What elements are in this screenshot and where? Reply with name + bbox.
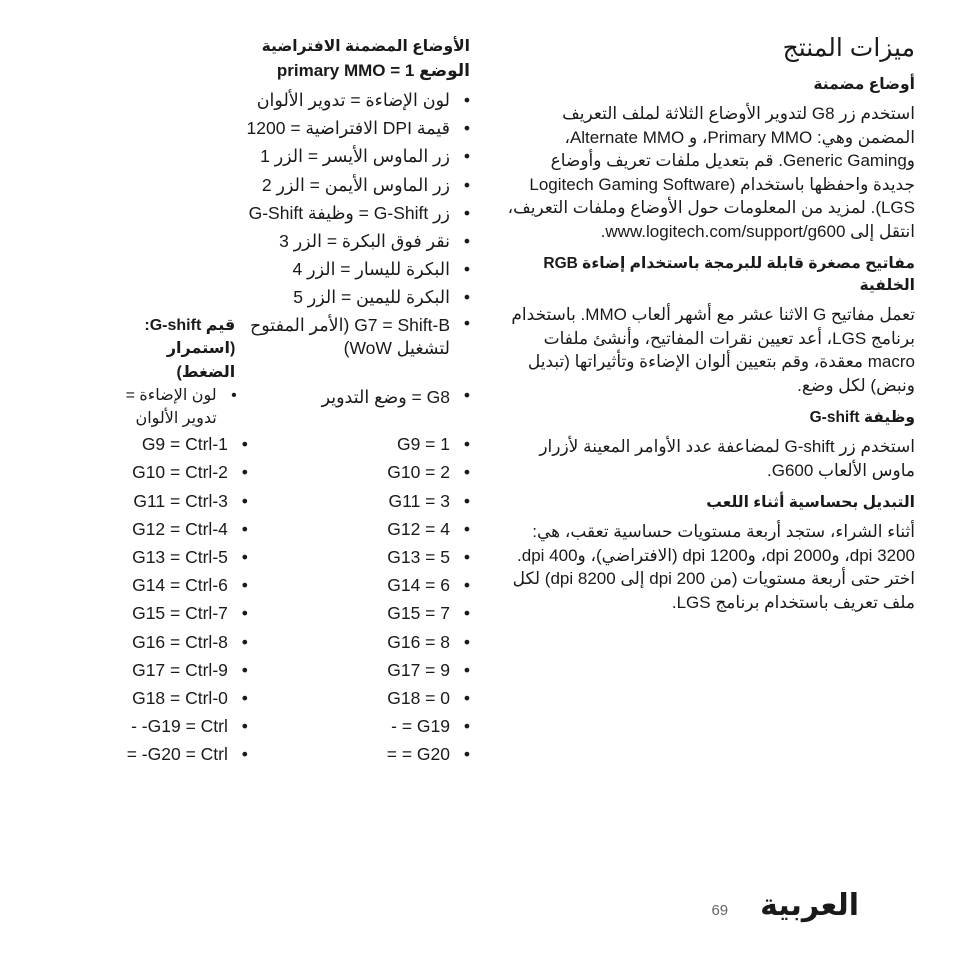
shift-mapping: • G10 = Ctrl-2	[110, 458, 248, 486]
list-item: • نقر فوق البكرة = الزر 3	[110, 227, 470, 255]
section-heading-modes: أوضاع مضمنة	[813, 76, 915, 93]
section-heading-dpi: التبديل بحساسية أثناء اللعب	[706, 494, 915, 511]
table-row	[110, 740, 470, 768]
main-mapping: • G12 = 4	[248, 515, 470, 543]
section-heading-keys: مفاتيح مصغرة قابلة للبرمجة باستخدام إضاءة RGB الخلفية	[543, 255, 915, 294]
table-row	[110, 684, 470, 712]
main-mapping: • G17 = 9	[248, 656, 470, 684]
shift-mapping: • G16 = Ctrl-8	[110, 628, 248, 656]
defaults-list	[110, 86, 470, 312]
list-item: • لون الإضاءة = تدوير الألوان	[110, 86, 470, 114]
main-mapping: • G13 = 5	[248, 543, 470, 571]
section-heading-gshift: وظيفة G-shift	[809, 409, 915, 426]
main-mapping: • G16 = 8	[248, 628, 470, 656]
main-mapping: • G19 = -	[248, 712, 470, 740]
list-item: • زر الماوس الأيمن = الزر 2	[110, 171, 470, 199]
list-item: • زر G-Shift = وظيفة G-Shift	[110, 199, 470, 227]
main-mapping: • G14 = 6	[248, 571, 470, 599]
page-number: 69	[711, 902, 729, 919]
main-mapping: • G9 = 1	[248, 430, 470, 458]
shift-mapping: • G20 = Ctrl- =	[110, 740, 248, 768]
shift-mapping: • G12 = Ctrl-4	[110, 515, 248, 543]
defaults-title: الأوضاع المضمنة الافتراضية	[261, 38, 470, 55]
gshift-values-heading: قيم G-shift: (استمرار الضغط)	[144, 316, 236, 381]
section-body-modes: استخدم زر G8 لتدوير الأوضاع الثلاثة لملف التعريف المضمن وهي: Primary MMO، و Alternate MMO، وGeneric Gaming. قم بتعديل ملفات تعريف وأوضاع جديدة واحفظها باستخدام (Logitech Gaming Software (LGS. لمزيد من المعلومات حول الأوضاع وملفات التعريف، انتقل إلى www.logitech.com/support/g600.	[507, 104, 915, 241]
shift-mapping: • G14 = Ctrl-6	[110, 571, 248, 599]
section-body-keys: تعمل مفاتيح G الاثنا عشر مع أشهر ألعاب MMO. باستخدام برنامج LGS، أعد تعيين نقرات المفاتيح، وأنشئ ملفات macro معقدة، وقم بتعيين ألوان الإضاءة وتأثيراتها (تبديل ونبض) لكل وضع.	[511, 305, 915, 395]
gshift-lighting-color: • لون الإضاءة = تدوير الألوان	[110, 384, 237, 430]
table-row	[110, 458, 470, 486]
list-item: • زر الماوس الأيسر = الزر 1	[110, 142, 470, 170]
main-mapping: • G15 = 7	[248, 599, 470, 627]
shift-mapping: • G17 = Ctrl-9	[110, 656, 248, 684]
table-row	[110, 571, 470, 599]
shift-mapping: • G11 = Ctrl-3	[110, 487, 248, 515]
shift-mapping: • G15 = Ctrl-7	[110, 599, 248, 627]
defaults-column	[110, 36, 470, 769]
main-mapping: • G11 = 3	[248, 487, 470, 515]
main-mapping: • G20 = =	[248, 740, 470, 768]
key-mapping-table	[110, 430, 470, 768]
g8-mapping: • G8 = وضع التدوير	[237, 384, 470, 410]
shift-mapping: • G9 = Ctrl-1	[110, 430, 248, 458]
table-row	[110, 599, 470, 627]
g7-mapping: • G7 = Shift-B (الأمر المفتوح لتشغيل WoW)	[235, 312, 470, 361]
shift-mapping: • G18 = Ctrl-0	[110, 684, 248, 712]
table-row	[110, 628, 470, 656]
table-row	[110, 543, 470, 571]
shift-mapping: • G13 = Ctrl-5	[110, 543, 248, 571]
section-body-gshift: استخدم زر G-shift لمضاعفة عدد الأوامر المعينة لأزرار ماوس الألعاب G600.	[539, 437, 915, 480]
list-item: • البكرة لليسار = الزر 4	[110, 255, 470, 283]
table-row	[110, 656, 470, 684]
main-mapping: • G18 = 0	[248, 684, 470, 712]
table-row	[110, 712, 470, 740]
features-title: ميزات المنتج	[782, 34, 915, 62]
defaults-subtitle: الوضع 1 = primary MMO	[276, 61, 470, 80]
list-item: • قيمة DPI الافتراضية = 1200	[110, 114, 470, 142]
list-item: • البكرة لليمين = الزر 5	[110, 283, 470, 311]
section-body-dpi: أثناء الشراء، ستجد أربعة مستويات حساسية تعقب، هي: 3200 dpi، و2000 dpi، و1200 dpi (الافتراضي)، و400 dpi. اختر حتى أربعة مستويات (من 200 dpi إلى 8200 dpi) لكل ملف تعريف باستخدام برنامج LGS.	[512, 522, 915, 612]
g8-row	[110, 384, 470, 430]
table-row	[110, 515, 470, 543]
table-row	[110, 487, 470, 515]
features-column	[505, 32, 915, 614]
main-mapping: • G10 = 2	[248, 458, 470, 486]
language-label: العربية	[760, 889, 859, 922]
shift-mapping: • G19 = Ctrl- -	[110, 712, 248, 740]
page-footer	[711, 888, 859, 923]
g7-row	[110, 312, 470, 385]
table-row	[110, 430, 470, 458]
